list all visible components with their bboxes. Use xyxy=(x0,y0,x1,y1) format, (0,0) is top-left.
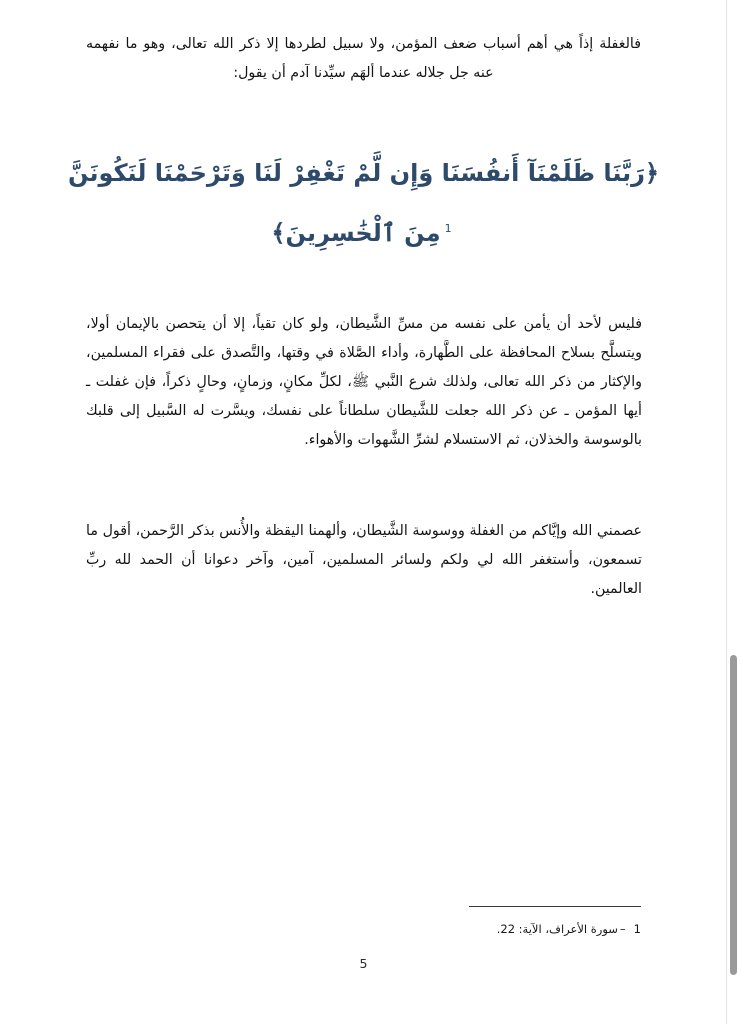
vertical-scrollbar[interactable] xyxy=(727,0,741,1024)
verse-footnote-marker[interactable]: 1 xyxy=(444,222,452,235)
body-paragraph-1-block xyxy=(86,310,642,455)
verse-line-2-wrapper xyxy=(66,201,661,261)
footnote-citation-text: سورة الأعراف، الآية: 22. xyxy=(496,922,618,936)
verse-line-1: ﴿رَبَّنَا ظَلَمْنَآ أَنفُسَنَا وَإِن لَّمْ تَغْفِرْ لَنَا وَتَرْحَمْنَا لَنَكُونَنَّ xyxy=(67,159,660,187)
quran-verse-block xyxy=(66,145,661,261)
footnote-dash: – xyxy=(619,922,626,936)
footnote-separator-rule xyxy=(469,906,641,907)
page-number: 5 xyxy=(359,956,368,971)
body-paragraph-1-text: فليس لأحد أن يأمن على نفسه من مسِّ الشَّيطان، ولو كان تقياً، إلا أن يتحصن بالإيمان أولا، ويتسلَّح بسلاح المحافظة على الطَّهارة، وأداء الصَّلاة في وقتها، والتَّصدق على فقراء المسلمين، والإكثار من ذكر الله تعالى، ولذلك شرع النَّبي ﷺ، لكلِّ مكانٍ، وزمانٍ، وحالٍ ذكراً، فإن غفلت ـ أيها المؤمن ـ عن ذكر الله جعلت للشَّيطان سلطاناً على نفسك، ويسَّرت له السَّبيل إلى قلبك بالوسوسة والخذلان، ثم الاستسلام لشرِّ الشَّهوات والأهواء. xyxy=(86,316,642,448)
intro-paragraph-block xyxy=(86,30,641,88)
footnote-number: 1 xyxy=(633,922,641,936)
scrollbar-thumb[interactable] xyxy=(730,655,737,975)
body-paragraph-2-block xyxy=(86,517,642,604)
body-paragraph-2-text: عصمني الله وإيَّاكم من الغفلة ووسوسة الشَّيطان، وألهمنا اليقظة والأُنس بذكر الرَّحمن، أقول ما تسمعون، وأستغفر الله لي ولكم ولسائر المسلمين، آمين، وآخر دعوانا أن الحمد لله ربِّ العالمين. xyxy=(86,523,642,597)
footnote-entry xyxy=(381,920,641,938)
verse-line-2: مِنَ ٱلْخَٰسِرِينَ﴾ xyxy=(271,219,441,247)
intro-paragraph-text: فالغفلة إذاً هي أهم أسباب ضعف المؤمن، ولا سبيل لطردها إلا ذكر الله تعالى، وهو ما نفهمه عنه جل جلاله عندما ألهَم سيِّدنا آدم أن يقول: xyxy=(86,36,641,81)
